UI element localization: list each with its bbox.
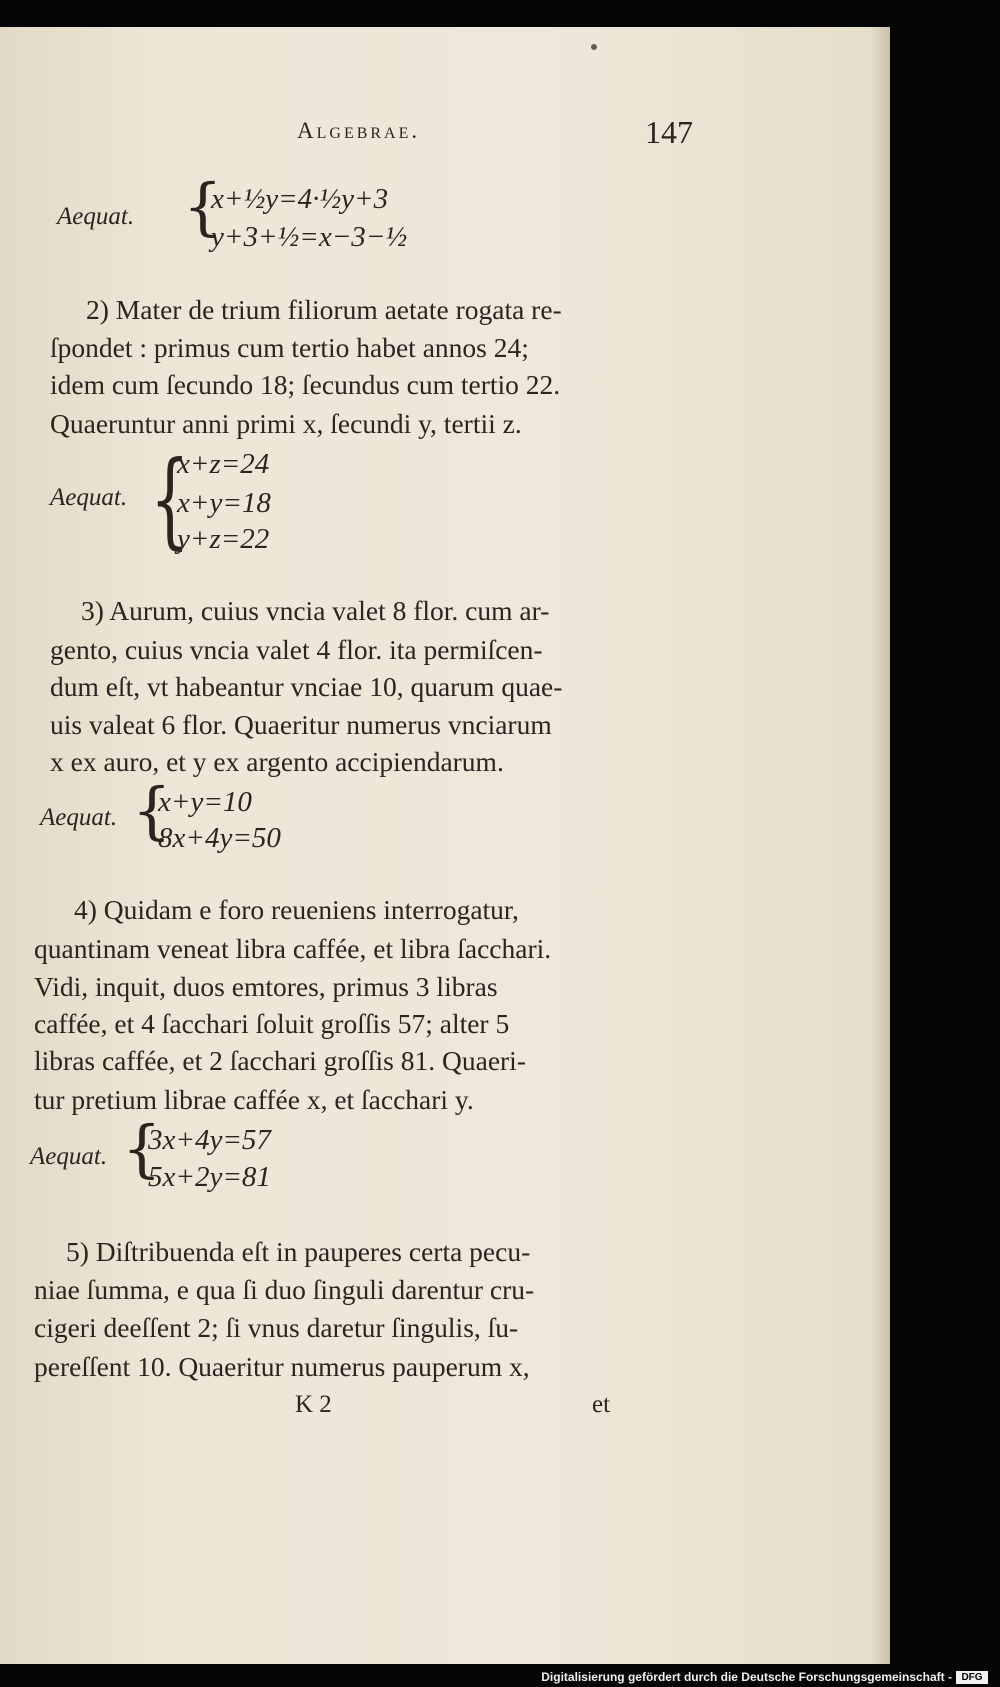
equation-label: Aequat. (30, 1143, 108, 1170)
problem-4-line: 4) Quidam e foro reueniens interrogatur, (74, 894, 519, 925)
problem-5-line: 5) Diſtribuenda eſt in pauperes certa pecu- (66, 1236, 531, 1267)
catchword: et (592, 1391, 611, 1418)
equation-line: x+½y=4·½y+3 (211, 183, 389, 215)
ink-speck (591, 44, 597, 50)
equation-brace: { (150, 438, 190, 560)
equation-line: 8x+4y=50 (158, 822, 281, 854)
equation-label: Aequat. (50, 484, 128, 511)
page-number: 147 (645, 114, 693, 150)
dfg-logo: DFG (956, 1671, 988, 1684)
problem-5-line: pereſſent 10. Quaeritur numerus pauperum x, (34, 1351, 530, 1382)
signature-mark: K 2 (295, 1391, 332, 1418)
problem-4-line: tur pretium librae caffée x, et ſacchari y. (34, 1084, 474, 1115)
problem-2-line: Quaeruntur anni primi x, ſecundi y, tertii z. (50, 408, 522, 439)
problem-4-line: libras caffée, et 2 ſacchari groſſis 81. Quaeri- (34, 1045, 526, 1076)
equation-line: y+3+½=x−3−½ (211, 221, 408, 253)
problem-5-line: cigeri deeſſent 2; ſi vnus daretur ſingulis, ſu- (34, 1312, 519, 1343)
problem-3-line: uis valeat 6 flor. Quaeritur numerus vnciarum (50, 709, 552, 740)
problem-4-line: caffée, et 4 ſacchari ſoluit groſſis 57; alter 5 (34, 1008, 510, 1039)
problem-3-line: dum eſt, vt habeantur vnciae 10, quarum quae- (50, 671, 563, 702)
problem-2-line: 2) Mater de trium filiorum aetate rogata re- (86, 294, 562, 325)
problem-2-line: idem cum ſecundo 18; ſecundus cum tertio 22. (50, 369, 561, 400)
problem-3-line: gento, cuius vncia valet 4 flor. ita permiſcen- (50, 634, 543, 665)
problem-5-line: niae ſumma, e qua ſi duo ſinguli darentur cru- (34, 1274, 535, 1305)
problem-2-line: ſpondet : primus cum tertio habet annos 24; (50, 332, 529, 363)
equation-line: 5x+2y=81 (148, 1161, 271, 1193)
equation-line: y+z=22 (177, 523, 270, 555)
equation-label: Aequat. (57, 203, 135, 230)
equation-line: x+z=24 (177, 448, 270, 480)
equation-line: x+y=18 (177, 487, 271, 519)
equation-line: 3x+4y=57 (148, 1124, 271, 1156)
problem-3-line: x ex auro, et y ex argento accipiendarum. (50, 746, 504, 777)
equation-line: x+y=10 (158, 786, 252, 818)
running-title: Algebrae. (297, 118, 421, 143)
problem-4-line: Vidi, inquit, duos emtores, primus 3 libras (34, 971, 498, 1002)
equation-brace: { (132, 774, 172, 847)
equation-brace: { (183, 170, 223, 243)
problem-3-line: 3) Aurum, cuius vncia valet 8 flor. cum ar- (81, 595, 550, 626)
problem-4-line: quantinam veneat libra caffée, et libra ſacchari. (34, 933, 552, 964)
equation-brace: { (122, 1112, 162, 1185)
digitization-credit: Digitalisierung gefördert durch die Deutsche Forschungsgemeinschaft - (541, 1670, 952, 1684)
equation-label: Aequat. (40, 804, 118, 831)
page-edge-shadow (870, 27, 890, 1664)
